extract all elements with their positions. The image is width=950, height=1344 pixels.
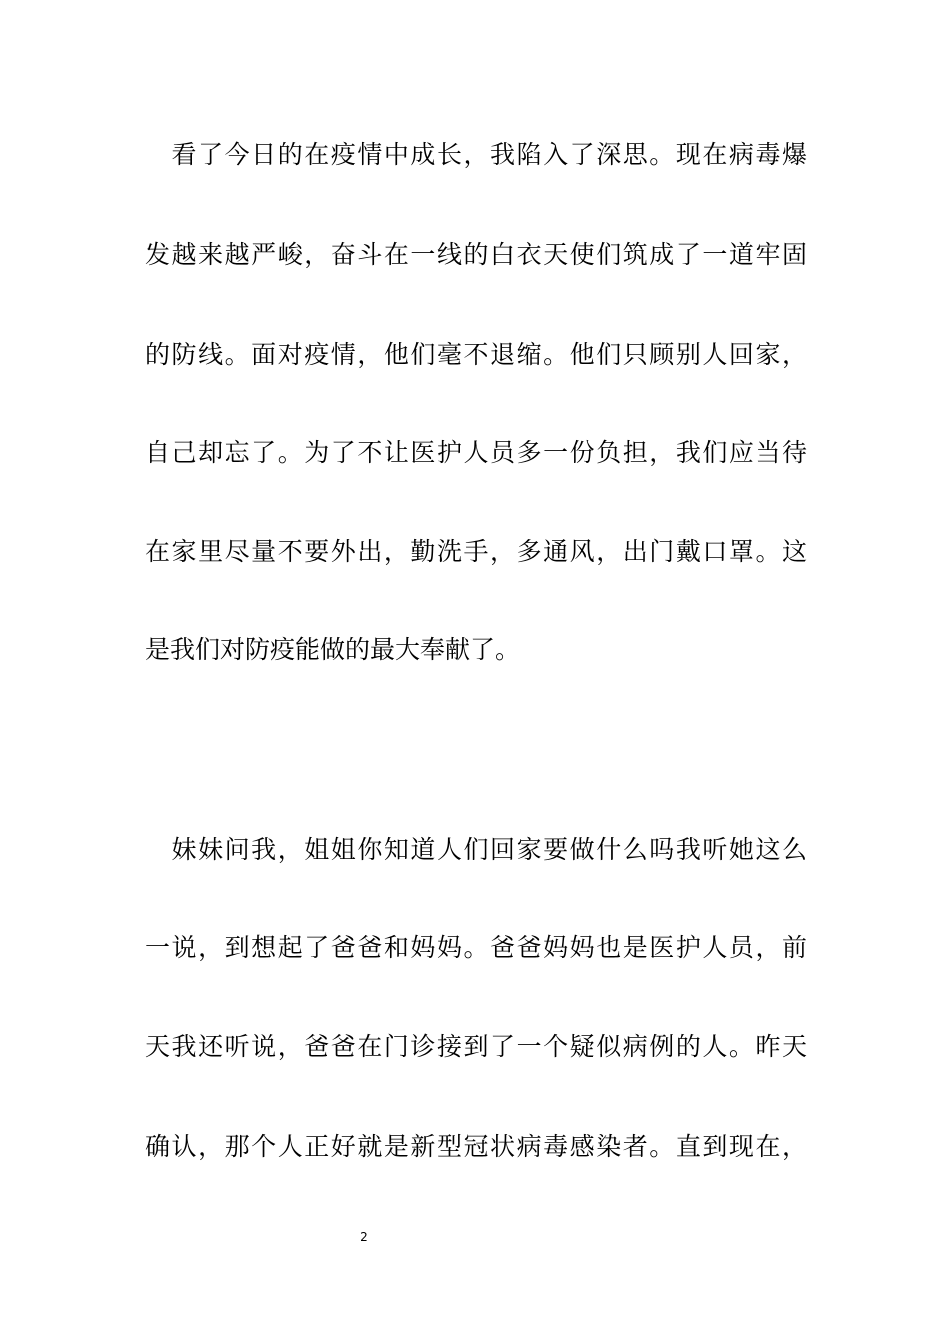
paragraph-line: 看了今日的在疫情中成长，我陷入了深思。现在病毒爆 <box>145 140 807 169</box>
paragraph-line: 的防线。面对疫情，他们毫不退缩。他们只顾别人回家， <box>145 340 807 369</box>
page-number: 2 <box>360 1230 368 1244</box>
paragraph-line: 天我还听说，爸爸在门诊接到了一个疑似病例的人。昨天 <box>145 1032 807 1061</box>
paragraph-line: 妹妹问我，姐姐你知道人们回家要做什么吗我听她这么 <box>145 835 807 864</box>
paragraph-line: 在家里尽量不要外出，勤洗手，多通风，出门戴口罩。这 <box>145 537 807 566</box>
paragraph-line: 自己却忘了。为了不让医护人员多一份负担，我们应当待 <box>145 438 807 467</box>
paragraph-line: 是我们对防疫能做的最大奉献了。 <box>145 635 521 664</box>
paragraph-line: 一说，到想起了爸爸和妈妈。爸爸妈妈也是医护人员，前 <box>145 933 807 962</box>
paragraph-line: 发越来越严峻，奋斗在一线的白衣天使们筑成了一道牢固 <box>145 240 807 269</box>
paragraph-line: 确认，那个人正好就是新型冠状病毒感染者。直到现在， <box>145 1132 807 1161</box>
